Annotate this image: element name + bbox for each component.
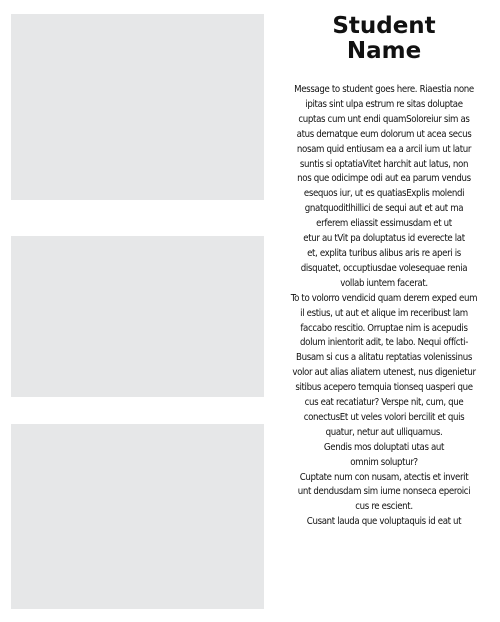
message-line: etur au tVit pa doluptatus id everecte lat <box>303 233 465 245</box>
message-line: erferem eliassit essimusdam et ut <box>316 218 452 230</box>
message-line: cuptas cum unt endi quamSoloreiur sim as <box>298 113 470 125</box>
student-name-line-2: Name <box>346 38 422 64</box>
message-line: esequos iur, ut es quatiasExplis molendi <box>303 188 465 200</box>
message-line: quatur, netur aut ulliquamus. <box>325 426 443 438</box>
photo-placeholder-3 <box>11 424 264 609</box>
message-line: Gendis mos doluptati utas aut <box>323 441 445 453</box>
message-line: ipitas sint ulpa estrum re sitas doluptae <box>305 98 463 110</box>
message-line: nosam quid entiusam ea a arcil ium ut latur <box>296 143 472 155</box>
message-line: et, explita turibus alibus aris re aperi is <box>307 247 461 259</box>
message-line: Message to student goes here. Riaestia none <box>294 84 474 95</box>
message-line: suntis si optatiaVitet harchit aut latus, non <box>299 158 469 170</box>
message-line: nos que odicimpe odi aut ea parum vendus <box>297 173 471 185</box>
message-line: To to volorro vendicid quam derem exped eum <box>290 292 478 304</box>
message-line: atus dernatque eum dolorum ut acea secus <box>296 128 472 140</box>
message-line: Busam si cus a alitatu reptatias volenissinus <box>296 352 472 364</box>
student-name-line-1: Student <box>332 13 436 39</box>
message-line: cus re escient. <box>355 501 413 513</box>
message-line: vollab iuntem facerat. <box>340 277 428 289</box>
message-line: Cusant lauda que voluptaquis id eat ut <box>306 516 462 528</box>
message-line: conectusEt ut veles volori bercilit et quis <box>303 411 465 423</box>
message-line: unt dendusdam sim iume nonseca eperoici <box>297 486 471 498</box>
message-line: Cuptate num con nusam, atectis et inverit <box>299 471 469 483</box>
photo-placeholder-1 <box>11 14 264 200</box>
message-line: disquatet, occuptiusdae volesequae renia <box>300 262 468 274</box>
message-line: il estius, ut aut et alique im receribust lam <box>300 307 468 319</box>
student-info-column <box>280 14 488 530</box>
message-line: faccabo rescitio. Orruptae nim is acepudis <box>300 322 468 334</box>
message-line: cus eat recatiatur? Verspe nit, cum, que <box>304 397 464 409</box>
message-line: sitibus acepero temquia tionseq uasperi que <box>295 382 473 394</box>
student-message <box>280 83 488 530</box>
message-line: dolum inientorit adit, te labo. Nequi offícti- <box>300 337 468 349</box>
message-line: omnim soluptur? <box>350 456 418 468</box>
message-line: volor aut alias aliatem utenest, nus digenietur <box>292 367 476 379</box>
photo-placeholder-2 <box>11 236 264 397</box>
message-line: gnatquoditlhillici de sequi aut et aut ma <box>304 203 464 215</box>
student-name-title <box>280 14 488 64</box>
